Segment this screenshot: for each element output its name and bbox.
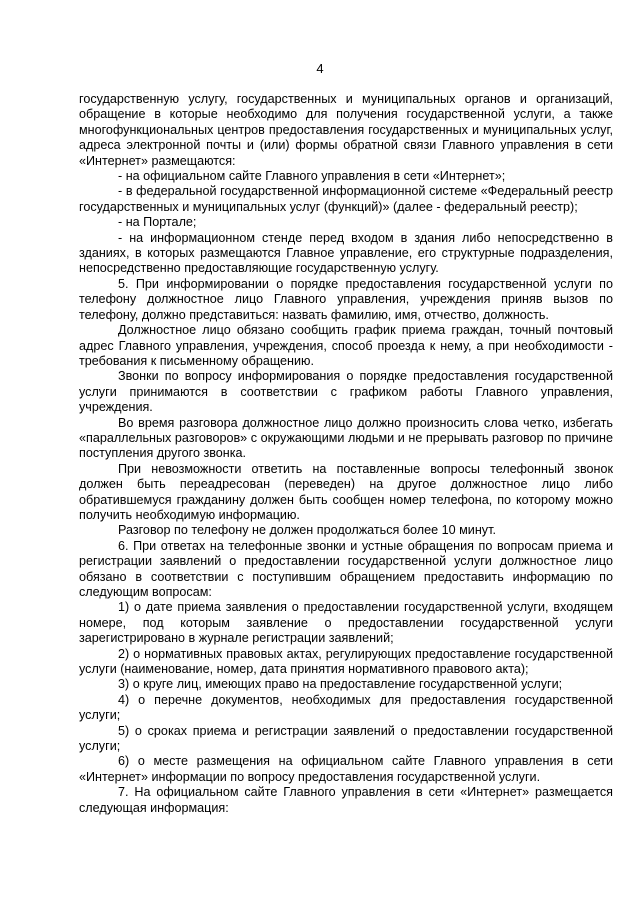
paragraph-item-6: 6. При ответах на телефонные звонки и устные обращения по вопросам приема и регистрации заявлений о предоставлении государственной услуги должностное лицо обязано в соответствии с поступившим обращением предоставить информацию по следующим вопросам: (79, 538, 613, 599)
document-body (79, 92, 613, 816)
paragraph-redirect: При невозможности ответить на поставленные вопросы телефонный звонок должен быть переадресован (переведен) на другое должностное лицо либо обратившемуся гражданину должен быть сообщен номер телефона, по которому можно получить необходимую информацию. (79, 461, 613, 522)
list-item-portal: - на Портале; (118, 215, 197, 230)
list-item-6-1: 1) о дате приема заявления о предоставлении государственной услуги, входящем номере, под которым заявление о предоставлении государственной услуги зарегистрировано в журнале регистрации заявлений; (79, 600, 613, 646)
paragraph-conversation: Во время разговора должностное лицо должно произносить слова четко, избегать «параллельных разговоров» с окружающими людьми и не прерывать разговор по причине поступления другого звонка. (79, 415, 613, 461)
list-item-6-2: 2) о нормативных правовых актах, регулирующих предоставление государственной услуги (наименование, номер, дата принятия нормативного правового акта); (79, 646, 613, 677)
list-item-official-site: - на официальном сайте Главного управления в сети «Интернет»; (118, 169, 506, 184)
paragraph-duration: Разговор по телефону не должен продолжаться более 10 минут. (118, 523, 496, 538)
list-item-federal-registry: - в федеральной государственной информационной системе «Федеральный реестр государственных и муниципальных услуг (функций)» (далее - федеральный реестр); (79, 184, 613, 214)
list-item-6-6: 6) о месте размещения на официальном сайте Главного управления в сети «Интернет» информации по вопросу предоставления государственной услуги. (79, 754, 613, 784)
paragraph-item-5: 5. При информировании о порядке предоставления государственной услуги по телефону должностное лицо Главного управления, учреждения приняв вызов по телефону, должно представиться: назвать фамилию, имя, отчество, должность. (79, 276, 613, 322)
paragraph-calls: Звонки по вопросу информирования о порядке предоставления государственной услуги принимаются в соответствии с графиком работы Главного управления, учреждения. (79, 369, 613, 415)
page-number: 4 (316, 61, 324, 76)
list-item-info-stand: - на информационном стенде перед входом в здания либо непосредственно в зданиях, в которых размещаются Главное управление, его структурные подразделения, непосредственно предоставляющие государственную услугу. (79, 230, 613, 276)
paragraph-item-7: 7. На официальном сайте Главного управления в сети «Интернет» размещается следующая информация: (79, 785, 613, 815)
list-item-6-4: 4) о перечне документов, необходимых для предоставления государственной услуги; (79, 692, 613, 723)
paragraph-schedule: Должностное лицо обязано сообщить график приема граждан, точный почтовый адрес Главного управления, учреждения, способ проезда к нему, а при необходимости - требования к письменному обращению. (79, 323, 613, 368)
paragraph-continuation: государственную услугу, государственных и муниципальных органов и организаций, обращение в которые необходимо для получения государственной услуги, а также многофункциональных центров предоставления государственных и муниципальных услуг, адреса электронной почты и (или) формы обратной связи Главного управления в сети «Интернет» размещаются: (79, 92, 613, 168)
list-item-6-5: 5) о сроках приема и регистрации заявлений о предоставлении государственной услуги; (79, 723, 613, 754)
list-item-6-3: 3) о круге лиц, имеющих право на предоставление государственной услуги; (118, 677, 563, 692)
